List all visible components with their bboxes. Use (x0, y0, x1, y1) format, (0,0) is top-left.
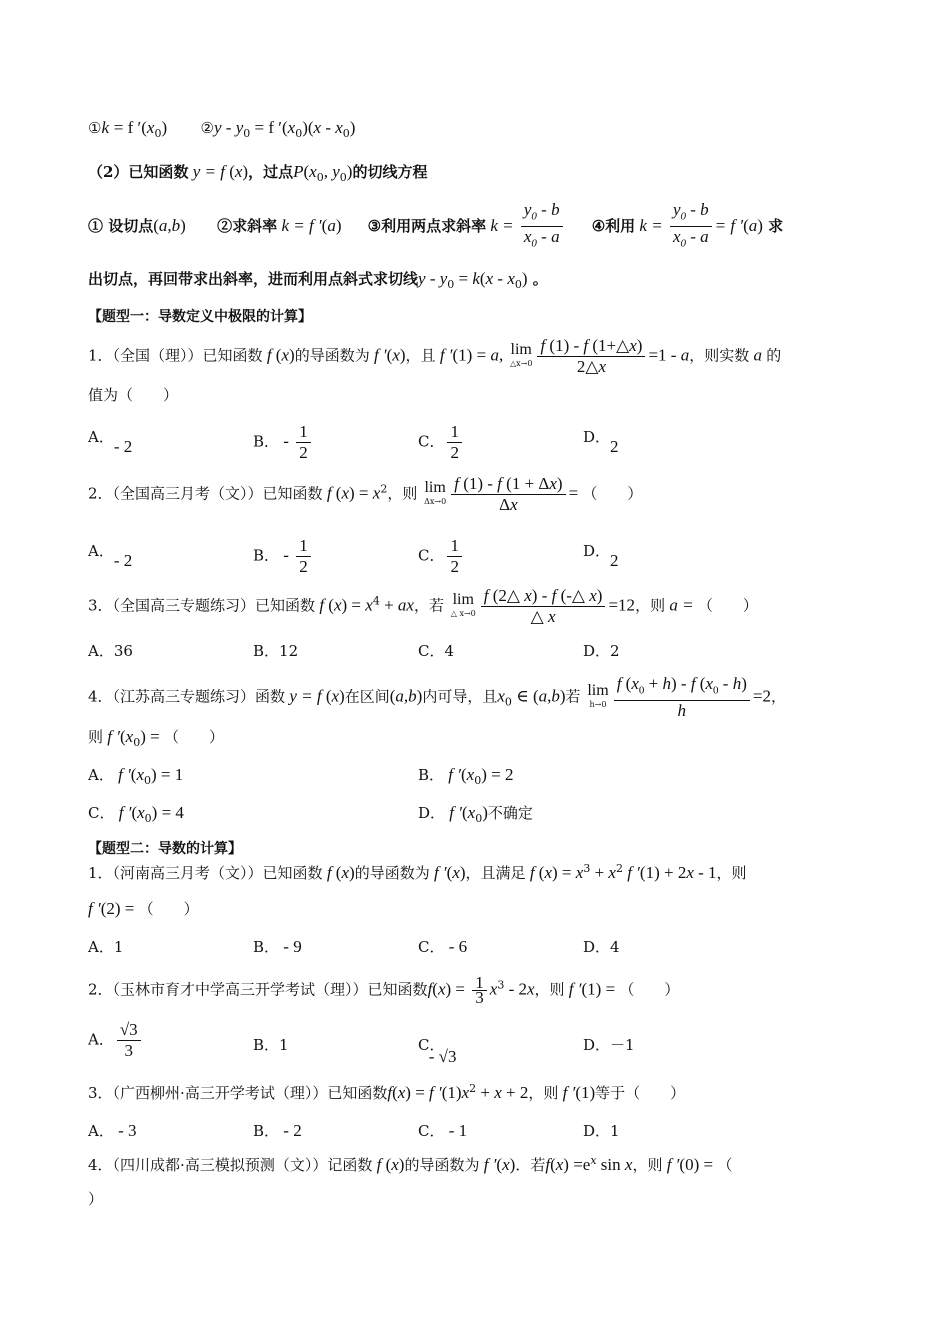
formula-line-4: 出切点，再回带求出斜率，进而利用点斜式求切线$y - y_0 = k(x - x_0)$ 。 (88, 269, 548, 291)
s1-q2-option-b[interactable]: B． - $\frac{1}{2}$ (253, 536, 314, 577)
s1-q3-option-d[interactable]: D．2 (583, 642, 620, 660)
s2-question-2: 2．（玉林市育才中学高三开学考试（理））已知函数f(x) = $\frac{1}{3}$ $x^3 - 2x$，则 f ′(1) = （ ） (88, 973, 680, 1007)
section-title-1: 【题型一：导数定义中极限的计算】 (88, 309, 312, 325)
s1-q3-option-b[interactable]: B．12 (253, 642, 299, 660)
s2-question-1: 1．（河南高三月考（文））已知函数 f (x)的导函数为 f ′(x)，且满足 f $(x) = x^3 + x^2$ f ′(1) + 2x - 1，则 (88, 862, 747, 882)
s2-q3-option-c[interactable]: C． - 1 (418, 1121, 468, 1140)
s2-q1-option-c[interactable]: C． - 6 (418, 937, 468, 956)
s2-q3-option-d[interactable]: D．1 (583, 1122, 620, 1140)
s1-q2-option-a[interactable]: A．- 2 (88, 542, 133, 570)
formula-line-3: ① 设切点(a,b) ②求斜率 k = f ′(a) ③利用两点求斜率 k = $\frac{y_0 - b}{x_0 - a}$ ④利用 k = $\frac{y_0 - b}{x_0 - a}$ = f ′(a) 求 (88, 200, 784, 250)
s2-question-4: 4．（四川成都·高三模拟预测（文））记函数 f (x)的导函数为 f ′(x)．若$f(x) =e^x$ sin x，则 f ′(0) = （ (88, 1154, 733, 1174)
s1-q4-option-a[interactable]: A． f $'(x_0) = 1$ (88, 765, 184, 787)
s2-q4-cont: ） (88, 1190, 104, 1208)
formula-line-2: （2）已知函数 y = f (x)，过点$P(x_0$, $y_0$)的切线方程 (88, 162, 428, 184)
s1-q1-option-d[interactable]: D．2 (583, 428, 619, 456)
s2-q3-option-a[interactable]: A． - 3 (88, 1121, 137, 1140)
s1-q1-option-b[interactable]: B． - $\frac{1}{2}$ (253, 422, 314, 463)
s1-q2-option-d[interactable]: D．2 (583, 542, 619, 570)
s1-q1-cont: 值为（ ） (88, 386, 179, 404)
s1-question-4: 4．（江苏高三专题练习）函数 y = f (x)在区间(a,b)内可导，且$x_0$ ∈ (a,b)若 lim h→0 $\frac{f (x_0 + h) - f (x_0 - h)}{h}$ =2， (88, 674, 786, 721)
s1-q3-option-c[interactable]: C．4 (418, 642, 455, 660)
circle-number-2: ② (200, 119, 214, 137)
s2-q1-cont: f ′(2) = （ ） (88, 899, 199, 918)
s2-q2-option-a[interactable]: A． $\frac{√3}{3}$ (88, 1020, 144, 1061)
s1-q4-option-c[interactable]: C． f $'(x_0) = 4$ (88, 803, 184, 825)
s1-question-2: 2．（全国高三月考（文））已知函数 f $(x) = x^2$，则 lim Δx→0 $\frac{f (1) - f (1 + \Delta x)}{\Delta x}$ = （ ） (88, 474, 643, 514)
s2-q1-option-b[interactable]: B． - 9 (253, 937, 302, 956)
s1-q3-option-a[interactable]: A．36 (88, 642, 133, 660)
s2-q3-option-b[interactable]: B． - 2 (253, 1121, 302, 1140)
s1-question-3: 3．（全国高三专题练习）已知函数 f $(x) = x^4$ + ax，若 lim △ x→0 $\frac{f (2\triangle x) - f (-\triangle x)}{\triangle x}$ =12，则 a = （ ） (88, 586, 758, 626)
s1-q1-option-a[interactable]: A．- 2 (88, 428, 133, 456)
s2-q2-option-d[interactable]: D．－1 (583, 1036, 635, 1054)
s2-q2-option-b[interactable]: B．1 (253, 1036, 289, 1054)
s1-q2-option-c[interactable]: C． $\frac{1}{2}$ (418, 536, 465, 577)
formula-line-1: ①k = f $'(x_0)$ ②y - $y_0 = f$ $'(x_0)(x - x_0)$ (88, 118, 356, 140)
s2-q1-option-d[interactable]: D．4 (583, 938, 620, 956)
s2-question-3: 3．（广西柳州·高三开学考试（理））已知函数f(x) = f $'(1)x^2 + x + 2$，则 f ′(1)等于（ ） (88, 1082, 686, 1102)
section-title-2: 【题型二：导数的计算】 (88, 841, 242, 857)
circle-number-1: ① (88, 119, 102, 137)
s1-q1-option-c[interactable]: C． $\frac{1}{2}$ (418, 422, 465, 463)
s1-q4-cont: 则 f $'(x_0)$ = （ ） (88, 727, 224, 749)
s1-question-1: 1．（全国（理））已知函数 f (x)的导函数为 f ′(x)，且 f ′(1) = a, lim △x→0 $\frac{f (1) - f (1+\triangle x)}{2\triangle x}$ =1 - a，则实数 a 的 (88, 336, 782, 376)
s1-q4-option-d[interactable]: D． f $'(x_0)$不确定 (418, 803, 533, 825)
s2-q2-option-c[interactable]: C． - √3 (418, 1036, 457, 1066)
s2-q1-option-a[interactable]: A．1 (88, 938, 124, 956)
s1-q4-option-b[interactable]: B． f $'(x_0) = 2$ (418, 765, 514, 787)
